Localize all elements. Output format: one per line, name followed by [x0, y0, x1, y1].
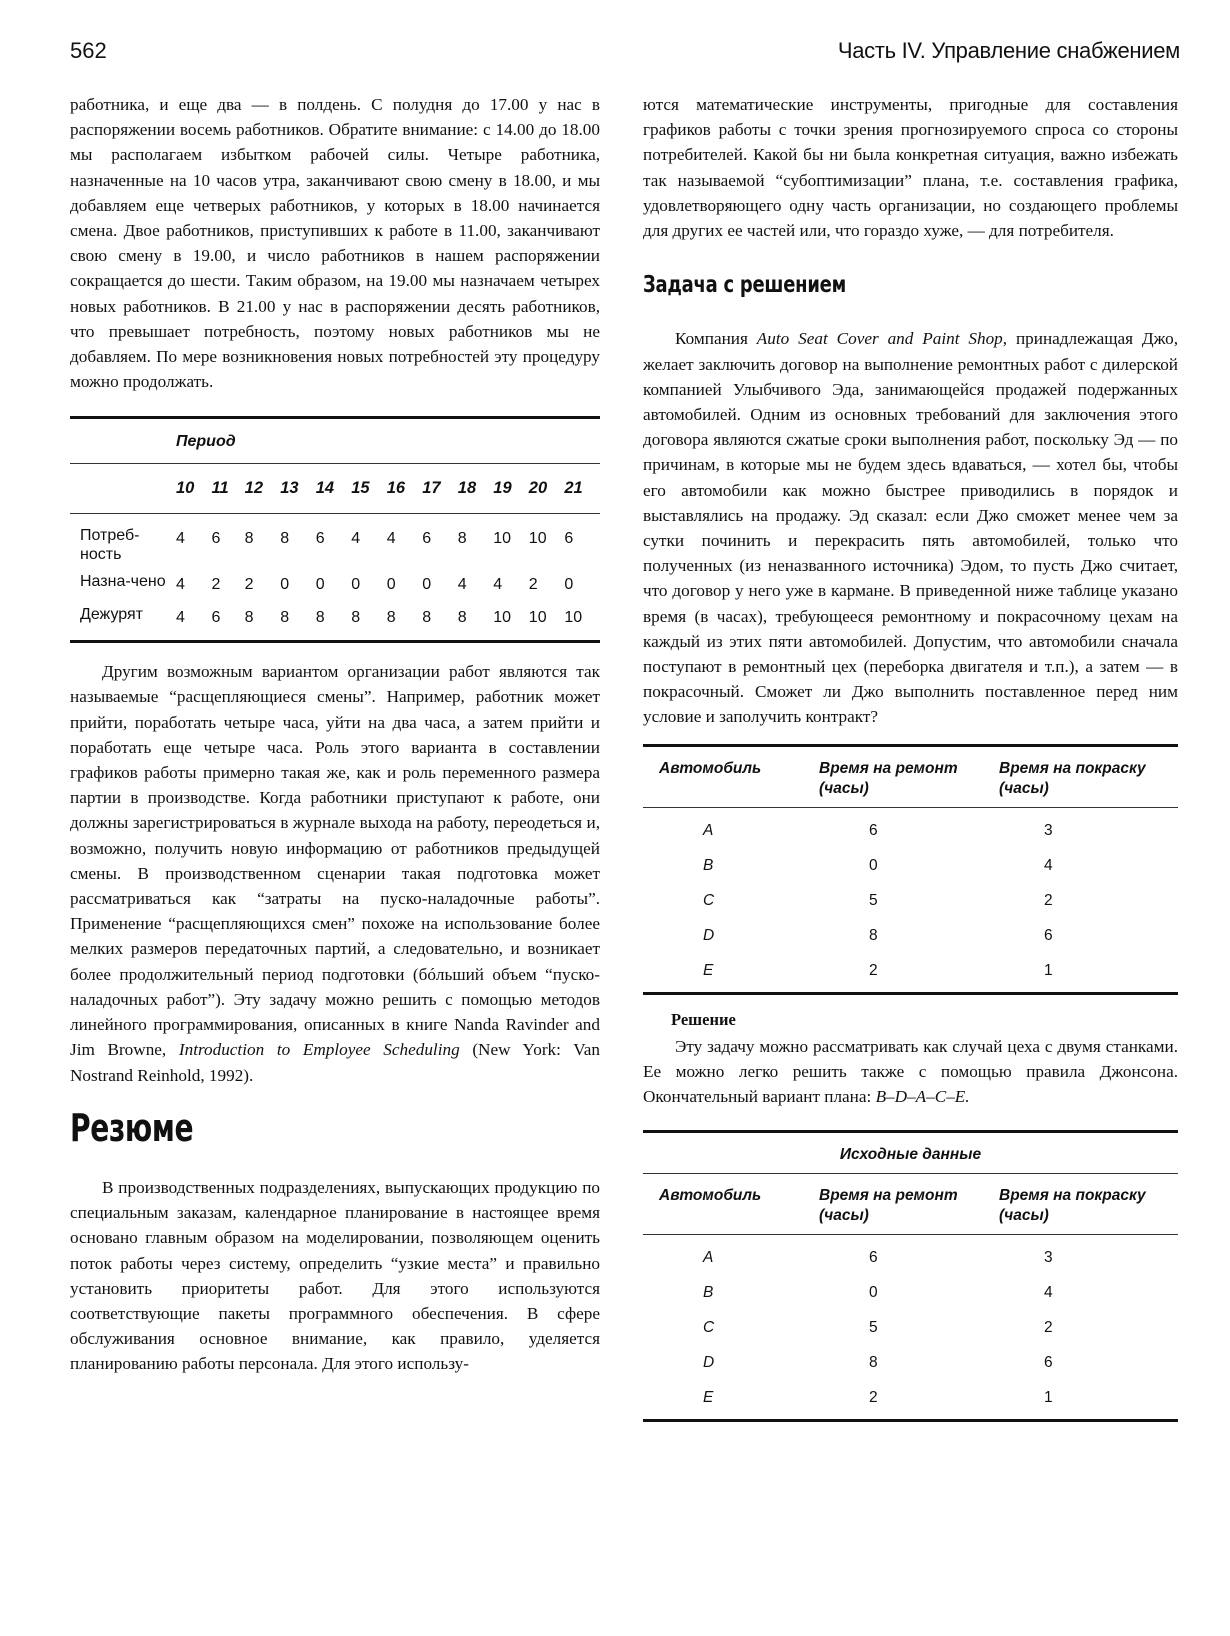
table-cell: 10: [564, 609, 583, 627]
table-cell: 0: [869, 1283, 878, 1301]
period-hour: 17: [422, 463, 458, 513]
paragraph: Компания Auto Seat Cover and Paint Shop, принадлежащая Джо, желает заключить договор на выполнение ремонтных работ с дилерской компанией Улыбчивого Эда, занимающейся продажей подержанных автомобилей. Одним из основных требований для заключения этого договора являются сжатые сроки выполнения работ, поскольку Эд — по причинам, в которые мы не будем здесь вдаваться, — хотел бы, чтобы его автомобили как можно быстрее приводились в порядок и выставлялись на продажу. Эд сказал: если Джо сможет менее чем за сутки починить и перекрасить пять автомобилей, только что полученных (из неназванного источника) Эдом, то пусть Джо считает, что договор у него уже в кармане. В приведенной ниже таблице указано время (в часах), требующееся ремонтному и покрасочному цехам на каждый из этих пяти автомобилей. Допустим, что автомобили сначала поступают в ремонтный цех (переборка двигателя и т.п.), а затем — в покрасочный. Сможет ли Джо выполнить поставленное перед ним условие и заполучить контракт?: [643, 329, 1178, 727]
table-cell: 8: [869, 1354, 878, 1372]
column-header: Время на покраску (часы): [999, 1173, 1178, 1234]
table-cell: 5: [869, 1318, 878, 1336]
table-cell: 4: [1044, 1283, 1053, 1301]
table-cell: 2: [1044, 892, 1053, 910]
column-header: Время на покраску (часы): [999, 745, 1178, 807]
table-cell: D: [703, 1354, 715, 1372]
table-cell: 2: [1044, 1318, 1053, 1336]
table-cell: 6: [1044, 927, 1053, 945]
table-cell: 10: [493, 529, 512, 547]
column-header: Автомобиль: [643, 745, 819, 807]
table-cell: E: [703, 1389, 714, 1407]
table-cell: E: [703, 962, 714, 980]
period-hour: 11: [212, 463, 245, 513]
table-cell: 4: [457, 575, 467, 593]
table-cell: 6: [211, 609, 221, 627]
table-row: [643, 883, 1178, 918]
table-cell: 4: [351, 529, 361, 547]
table-cell: 8: [244, 609, 254, 627]
table-row: [643, 953, 1178, 993]
table-cell: 0: [386, 575, 396, 593]
table-cell: 4: [493, 575, 503, 593]
table-cell: C: [703, 1318, 715, 1336]
column-header: Время на ремонт (часы): [819, 1173, 999, 1234]
table-cell: 6: [422, 529, 432, 547]
table-cell: 2: [869, 1389, 878, 1407]
section-heading-task: Задача с решением: [643, 272, 847, 299]
table-cell: 6: [315, 529, 325, 547]
paragraph: работника, и еще два — в полдень. С полудня до 17.00 у нас в распоряжении восемь работников. Обратите внимание: с 14.00 до 18.00 мы располагаем избытком рабочей силы. Четыре работника, назначенные на 10 часов утра, заканчивают свою смену в 18.00, и мы добавляем еще четверых работников, у которых в 18.00 начинается смена. Двое работников, приступивших к работе в 11.00, заканчивают свою смену в 19.00, и число работников в нашем распоряжении сокращается до шести. Таким образом, на 19.00 мы назначаем четырех новых работников. В 21.00 у нас в распоряжении десять работников, что превышает потребность, поэтому новых работников мы не добавляем. По мере возникновения новых потребностей эту процедуру можно продолжать.: [70, 95, 600, 392]
right-column: [643, 92, 1178, 1422]
period-hour: 10: [176, 463, 212, 513]
section-heading-resume: Резюме: [70, 1105, 194, 1150]
table-cell: 8: [869, 927, 878, 945]
table-cell: 6: [869, 1248, 878, 1266]
table-row: [70, 513, 600, 568]
table-cell: 6: [564, 529, 574, 547]
table-cell: 5: [869, 892, 878, 910]
table-cell: 8: [280, 609, 290, 627]
table-cell: 4: [176, 575, 185, 593]
table-cell: 2: [211, 575, 221, 593]
table-row: [643, 1310, 1178, 1345]
car-times-table: [643, 744, 1178, 995]
running-head: Часть IV. Управление снабжением: [837, 38, 1180, 63]
row-label: Потреб-ность: [80, 526, 140, 563]
table-cell: 4: [176, 609, 185, 627]
table-cell: B: [703, 1283, 714, 1301]
paragraph: Другим возможным вариантом организации работ являются так называемые “расщепляющиеся смены”. Например, работник может прийти, поработать четыре часа, уйти на два часа, а затем прийти и поработать еще четыре часа. Роль этого варианта в составлении графиков работы примерно такая же, как и роль переменного размера партии в производстве. Когда работники приступают к работе, они должны зарегистрироваться в журнале выхода на работу, переодеться и, возможно, получить новую информацию от работников предыдущей смены. В производственном сценарии такая подготовка может рассматриваться как “затраты на пуско-наладочные работы”. Применение “расщепляющихся смен” похоже на использование более мелких размеров передаточных партий, а следовательно, и возникает более продолжительный период подготовки (бóльший объем “пуско-наладочных работ”). Эту задачу можно решить с помощью методов линейного программирования, описанных в книге Nanda Ravinder and Jim Browne, Introduction to Employee Scheduling (New York: Van Nostrand Reinhold, 1992).: [70, 662, 600, 1085]
table-row: [643, 1275, 1178, 1310]
table-row: [643, 1380, 1178, 1420]
table-cell: 8: [280, 529, 290, 547]
row-label: Назна-чено: [80, 572, 166, 590]
company-name: Auto Seat Cover and Paint Shop: [756, 329, 1003, 349]
period-table-title: Период: [176, 418, 600, 463]
period-hour: 14: [316, 463, 352, 513]
column-header: Автомобиль: [643, 1173, 819, 1234]
period-hour: 20: [529, 463, 565, 513]
table-row: [643, 1234, 1178, 1275]
period-hour: 21: [564, 463, 600, 513]
solution-heading: Решение: [671, 1009, 736, 1029]
plan-sequence: B–D–A–C–E.: [875, 1087, 970, 1107]
table-row: [643, 848, 1178, 883]
table-cell: 2: [528, 575, 538, 593]
table-cell: 2: [869, 962, 878, 980]
period-hour: 18: [458, 463, 494, 513]
period-hour: 12: [245, 463, 281, 513]
paragraph: В производственных подразделениях, выпускающих продукцию по специальным заказам, календарное планирование в настоящее время основано главным образом на моделировании, позволяющем оценить поток работы через систему, определить “узкие места” и правильно установить приоритеты работ. Для этого используются соответствующие пакеты программного обеспечения. В сфере обслуживания основное внимание, как правило, уделяется планированию работы персонала. Для этого использу-: [70, 1177, 600, 1374]
table-title: Исходные данные: [643, 1131, 1178, 1173]
table-cell: 8: [457, 609, 467, 627]
table-cell: 10: [528, 609, 547, 627]
table-cell: 10: [528, 529, 547, 547]
table-cell: 8: [422, 609, 432, 627]
table-cell: 4: [176, 529, 185, 547]
table-cell: 0: [280, 575, 290, 593]
table-cell: B: [703, 856, 714, 874]
table-cell: A: [703, 821, 714, 839]
period-table: [70, 416, 600, 643]
period-hour: 19: [493, 463, 529, 513]
paragraph: Эту задачу можно рассматривать как случай цеха с двумя станками. Ее можно легко решить также с помощью правила Джонсона. Окончательный вариант плана: B–D–A–C–E.: [643, 1036, 1178, 1107]
period-hour: 16: [387, 463, 423, 513]
table-cell: 4: [1044, 856, 1053, 874]
table-cell: C: [703, 892, 715, 910]
table-cell: 6: [1044, 1354, 1053, 1372]
row-label: Дежурят: [80, 606, 143, 624]
table-row: [70, 601, 600, 642]
table-cell: 8: [351, 609, 361, 627]
page-number: 562: [70, 38, 107, 63]
table-cell: 0: [351, 575, 361, 593]
paragraph: ются математические инструменты, пригодные для составления графиков работы с точки зрения прогнозируемого спроса со стороны потребителей. Какой бы ни была конкретная ситуация, важно избежать так называемой “субоптимизации” плана, т.е. составления графика, удовлетворяющего одну часть организации, но создающего проблемы для других ее частей или, что гораздо хуже, — для потребителя.: [643, 95, 1178, 241]
table-cell: 8: [457, 529, 467, 547]
table-cell: 10: [493, 609, 512, 627]
table-row: [70, 568, 600, 601]
table-cell: 2: [244, 575, 254, 593]
table-cell: 1: [1044, 1389, 1053, 1407]
book-title: Introduction to Employee Scheduling: [178, 1040, 460, 1060]
table-cell: 0: [315, 575, 325, 593]
source-data-table: [643, 1130, 1178, 1422]
left-column: [70, 92, 600, 1377]
table-cell: 0: [422, 575, 432, 593]
table-cell: 3: [1044, 1248, 1053, 1266]
period-hour: 13: [280, 463, 316, 513]
table-cell: A: [703, 1248, 714, 1266]
table-row: [643, 918, 1178, 953]
table-cell: 8: [386, 609, 396, 627]
period-hours-row: [70, 463, 600, 513]
table-cell: 6: [869, 821, 878, 839]
table-cell: D: [703, 927, 715, 945]
table-cell: 8: [244, 529, 254, 547]
table-cell: 8: [315, 609, 325, 627]
column-header: Время на ремонт (часы): [819, 745, 999, 807]
table-row: [643, 807, 1178, 848]
table-cell: 1: [1044, 962, 1053, 980]
table-row: [643, 1345, 1178, 1380]
table-cell: 6: [211, 529, 221, 547]
table-cell: 0: [869, 856, 878, 874]
table-cell: 4: [386, 529, 396, 547]
table-cell: 3: [1044, 821, 1053, 839]
period-hour: 15: [351, 463, 387, 513]
table-cell: 0: [564, 575, 574, 593]
